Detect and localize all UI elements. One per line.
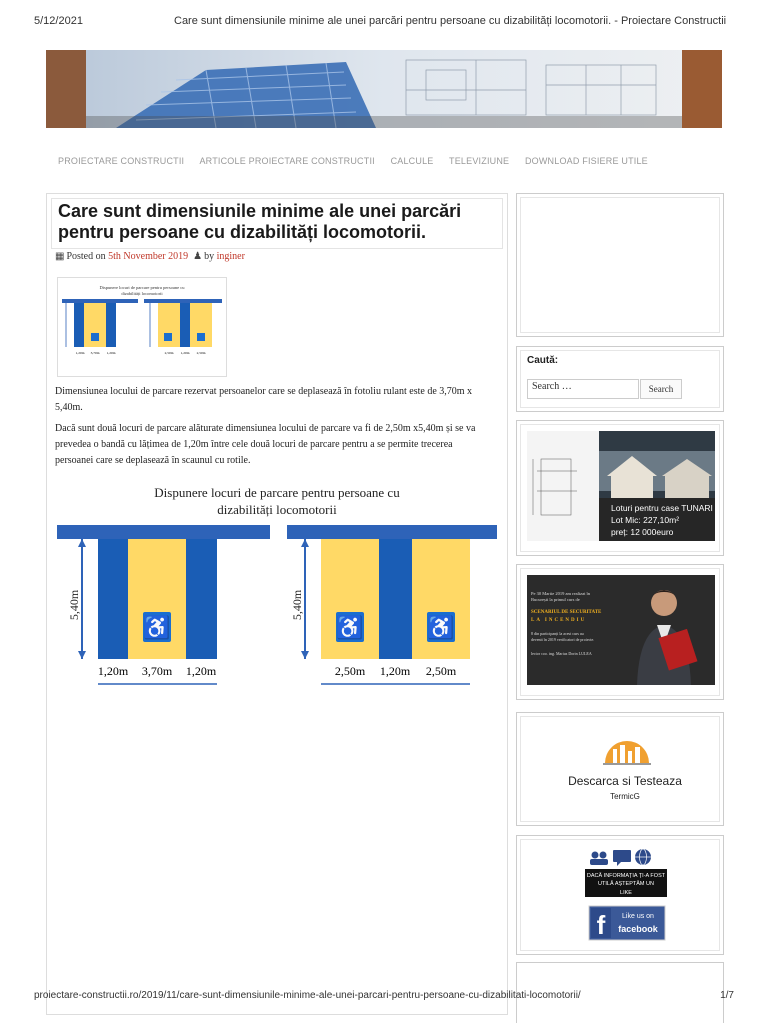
- nav-item-proiectare-constructii[interactable]: PROIECTARE CONSTRUCTII: [58, 156, 185, 166]
- nav-item-download[interactable]: DOWNLOAD FISIERE UTILE: [524, 156, 648, 166]
- seminar-text-5: 8 din participanți la acest curs au: [531, 631, 584, 636]
- search-input[interactable]: Search …: [527, 379, 639, 399]
- seminar-text-3: SCENARIUL DE SECURITATE: [531, 610, 602, 615]
- facebook-label: facebook: [618, 924, 658, 934]
- termicg-line1: Descarca si Testeaza: [568, 774, 682, 788]
- globe-icon: [635, 849, 651, 865]
- by-label: by: [204, 251, 215, 262]
- print-header: [34, 15, 734, 29]
- left-dim-3: 1,20m: [185, 664, 217, 678]
- right-dim-1: 2,50m: [334, 664, 366, 678]
- termicg-line2: TermicG: [610, 792, 640, 801]
- print-url: proiectare-constructii.ro/2019/11/care-sunt-dimensiunile-minime-ale-unei-parcari-pentru-persoane-cu-dizabilitati-locomotorii/: [34, 990, 581, 1001]
- nav-item-televiziune[interactable]: TELEVIZIUNE: [449, 156, 510, 166]
- wheelchair-icon: [336, 612, 364, 642]
- right-height-label: 5,40m: [290, 589, 304, 621]
- parking-figure[interactable]: [55, 477, 499, 717]
- figure-title-line2: dizabilități locomotorii: [217, 502, 337, 517]
- article-thumbnail[interactable]: [57, 277, 227, 377]
- seminar-text-2: București la primul curs de: [531, 597, 580, 602]
- print-footer: [34, 990, 734, 1004]
- search-widget: [516, 346, 724, 412]
- seminar-text-6: devenit în 2019 verificatori de proiecte.: [531, 637, 595, 642]
- article-paragraph-1: Dimensiunea locului de parcare rezervat persoanelor care se deplasează în fotoliu rulant este de 3,70m x 5,40m.: [55, 386, 473, 413]
- termicg-banner[interactable]: [527, 723, 715, 815]
- search-button[interactable]: Search: [640, 379, 682, 399]
- print-page-number: 1/7: [720, 990, 734, 1001]
- thumb-dim-r1: 2,50m: [164, 351, 174, 355]
- like-text-1: DACĂ INFORMAȚIA ȚI-A FOST: [586, 873, 666, 879]
- wheelchair-icon: [143, 612, 171, 642]
- search-title: Caută:: [527, 355, 559, 366]
- article-date-link[interactable]: 5th November 2019: [108, 251, 189, 262]
- right-header-bar: [287, 525, 497, 539]
- thumb-title-1: Dispunere locuri de parcare pentru persoane cu: [99, 285, 185, 290]
- figure-title-line1: Dispunere locuri de parcare pentru persoane cu: [154, 485, 400, 500]
- left-dim-1: 1,20m: [97, 664, 129, 678]
- seminar-ad-widget: [516, 564, 724, 700]
- lots-ad-line3: preț: 12 000euro: [611, 527, 674, 537]
- print-date: 5/12/2021: [34, 15, 83, 27]
- facebook-like-button[interactable]: [589, 906, 665, 940]
- article-container: [46, 193, 508, 1015]
- seminar-ad-banner[interactable]: [527, 575, 715, 685]
- site-banner[interactable]: [46, 50, 722, 128]
- left-aisle-2: [186, 539, 217, 659]
- article-title: Care sunt dimensiunile minime ale unei parcări pentru persoane cu dizabilități locomotorii.: [58, 201, 462, 242]
- lots-ad-banner[interactable]: [527, 431, 715, 541]
- users-icon: [590, 852, 608, 866]
- svg-text:f: f: [596, 910, 606, 940]
- like-box[interactable]: [527, 846, 715, 946]
- right-dim-2: 1,20m: [379, 664, 411, 678]
- termicg-logo-icon: [603, 741, 651, 764]
- svg-text:♿: ♿: [336, 615, 364, 640]
- author-link[interactable]: inginer: [216, 251, 245, 262]
- article-meta: [55, 251, 245, 262]
- seminar-text-1: Pe 30 Martie 2019 am realizat în: [531, 591, 590, 596]
- wheelchair-icon: [427, 612, 455, 642]
- chat-icon: [613, 850, 631, 866]
- like-text-3: LIKE: [620, 890, 632, 896]
- sidebar-ad-empty: [516, 193, 724, 337]
- article-title-box: [51, 198, 503, 249]
- thumb-dim-l1: 1,20m: [75, 351, 85, 355]
- right-dim-3: 2,50m: [425, 664, 457, 678]
- main-nav: [58, 156, 661, 166]
- like-text-2: UTILĂ AȘTEPTĂM UN: [598, 881, 654, 887]
- thumb-dim-l3: 1,20m: [106, 351, 116, 355]
- like-widget: [516, 835, 724, 955]
- thumb-dim-r2: 1,20m: [180, 351, 190, 355]
- posted-on-label: Posted on: [66, 251, 106, 262]
- left-height-label: 5,40m: [67, 589, 81, 621]
- thumb-dim-l2: 3,70m: [90, 351, 100, 355]
- nav-item-articole[interactable]: ARTICOLE PROIECTARE CONSTRUCTII: [199, 156, 375, 166]
- seminar-text-4: LA INCENDIU: [531, 618, 587, 623]
- right-aisle: [379, 539, 412, 659]
- lots-ad-line1: Loturi pentru case TUNARI: [611, 503, 713, 513]
- user-icon: ♟: [193, 251, 203, 262]
- left-dim-2: 3,70m: [141, 664, 173, 678]
- seminar-text-7: lector coo. ing. Marius Dorin LULEA: [531, 651, 592, 656]
- svg-text:♿: ♿: [143, 615, 171, 640]
- print-title: Care sunt dimensiunile minime ale unei parcări pentru persoane cu dizabilități locomotorii. - Proiectare Constructii: [174, 15, 727, 27]
- svg-text:♿: ♿: [427, 615, 455, 640]
- thumb-title-2: dizabilități locomotorii: [121, 291, 163, 296]
- left-header-bar: [57, 525, 270, 539]
- left-aisle-1: [98, 539, 128, 659]
- like-us-label: Like us on: [622, 913, 654, 920]
- calendar-icon: ▦: [55, 251, 65, 262]
- lots-ad-widget: [516, 420, 724, 556]
- termicg-widget: [516, 712, 724, 826]
- lots-ad-line2: Lot Mic: 227,10m²: [611, 515, 680, 525]
- nav-item-calcule[interactable]: CALCULE: [390, 156, 434, 166]
- thumb-dim-r3: 2,50m: [196, 351, 206, 355]
- article-paragraph-2: Dacă sunt două locuri de parcare alăturate dimensiunea locului de parcare va fi de 2,50m x5,40m și se va prevedea o bandă cu lățimea de 1,20m între cele două locuri de parcare pentru a se permite trecerea persoanei care se deplasează în scaunul cu rotile.: [55, 423, 476, 466]
